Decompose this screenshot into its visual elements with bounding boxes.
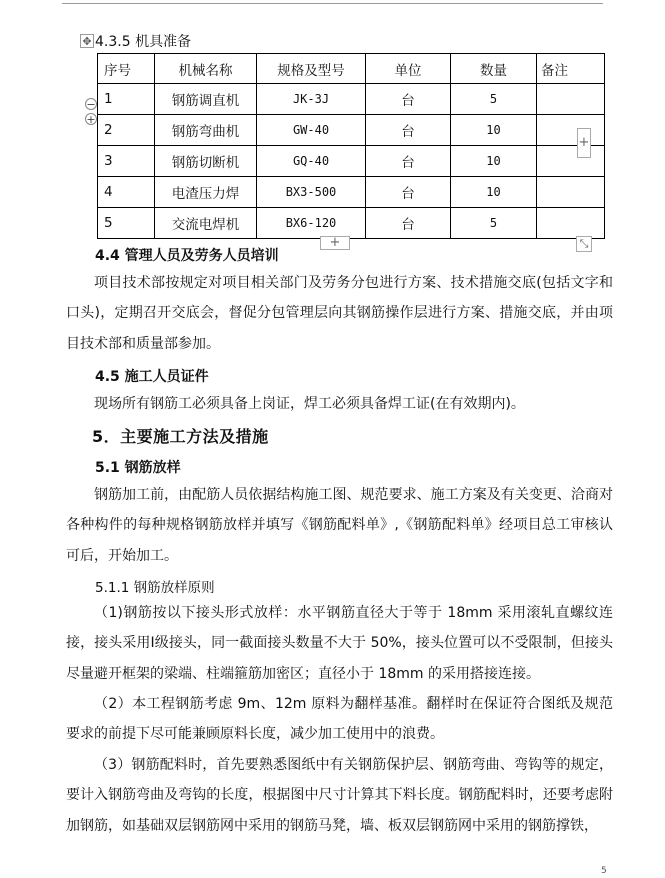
cell-note[interactable] (537, 208, 605, 239)
cell-spec[interactable]: BX3-500 (257, 177, 366, 208)
table-row (98, 84, 605, 115)
table-row (98, 208, 605, 239)
cell-name[interactable]: 钢筋切断机 (155, 146, 257, 177)
cell-no[interactable]: 2 (98, 115, 155, 146)
section-4-4-heading: 4.4 管理人员及劳务人员培训 (95, 248, 279, 264)
cell-note[interactable] (537, 177, 605, 208)
cell-qty[interactable]: 10 (451, 177, 537, 208)
item-3-paragraph: （3）钢筋配料时，首先要熟悉图纸中有关钢筋保护层、钢筋弯曲、弯钩等的规定，要计入钢筋弯曲及弯钩的长度，根据图中尺寸计算其下料长度。钢筋配料时，还要考虑附加钢筋，如基础双层钢筋网中采用的钢筋马凳，墙、板双层钢筋网中采用的钢筋撑铁， (66, 757, 613, 834)
cell-unit[interactable]: 台 (366, 115, 451, 146)
equipment-table (97, 53, 605, 239)
cell-name[interactable]: 电渣压力焊 (155, 177, 257, 208)
cell-qty[interactable]: 10 (451, 146, 537, 177)
table-row (98, 177, 605, 208)
table-resize-icon[interactable]: ⤡ (576, 236, 592, 252)
table-row (98, 146, 605, 177)
col-header-note: 备注 (537, 54, 605, 84)
col-header-name: 机械名称 (155, 54, 257, 84)
cell-name[interactable]: 钢筋弯曲机 (155, 115, 257, 146)
item-2-paragraph: （2）本工程钢筋考虑 9m、12m 原料为翻样基准。翻样时在保证符合图纸及规范要求的前提下尽可能兼顾原料长度，减少加工使用中的浪费。 (66, 696, 613, 743)
table-row (98, 115, 605, 146)
cell-qty[interactable]: 5 (451, 84, 537, 115)
cell-qty[interactable]: 5 (451, 208, 537, 239)
add-column-icon[interactable]: + (577, 128, 591, 158)
cell-name[interactable]: 钢筋调直机 (155, 84, 257, 115)
cell-spec[interactable]: GQ-40 (257, 146, 366, 177)
section-4-5-paragraph: 现场所有钢筋工必须具备上岗证，焊工必须具备焊工证(在有效期内)。 (94, 396, 525, 412)
table-header-row (98, 54, 605, 84)
item-1-paragraph: （1)钢筋按以下接头形式放样：水平钢筋直径大于等于 18mm 采用滚轧直螺纹连接，接头采用Ⅰ级接头，同一截面接头数量不大于 50%，接头位置可以不受限制，但接头尽量避开框架的梁端、柱端箍筋加密区；直径小于 18mm 的采用搭接连接。 (66, 605, 613, 682)
add-row-icon[interactable]: + (320, 236, 350, 250)
section-5-1-paragraph: 钢筋加工前，由配筋人员依据结构施工图、规范要求、施工方案及有关变更、洽商对各种构件的每种规格钢筋放样并填写《钢筋配料单》,《钢筋配料单》经项目总工审核认可后，开始加工。 (66, 487, 613, 564)
section-5-1-1-heading: 5.1.1 钢筋放样原则 (95, 580, 215, 596)
cell-unit[interactable]: 台 (366, 177, 451, 208)
col-header-unit: 单位 (366, 54, 451, 84)
cell-unit[interactable]: 台 (366, 208, 451, 239)
delete-row-icon[interactable]: − (86, 98, 96, 111)
cell-spec[interactable]: BX6-120 (257, 208, 366, 239)
cell-note[interactable] (537, 115, 605, 146)
section-5-heading: 5．主要施工方法及措施 (92, 427, 269, 446)
section-5-1-heading: 5.1 钢筋放样 (95, 460, 181, 476)
section-4-4-paragraph: 项目技术部按规定对项目相关部门及劳务分包进行方案、技术措施交底(包括文字和口头)，定期召开交底会，督促分包管理层向其钢筋操作层进行方案、措施交底，并由项目技术部和质量部参加。 (66, 275, 613, 352)
cell-no[interactable]: 4 (98, 177, 155, 208)
cell-spec[interactable]: GW-40 (257, 115, 366, 146)
cell-spec[interactable]: JK-3J (257, 84, 366, 115)
cell-no[interactable]: 3 (98, 146, 155, 177)
page-header-rule (62, 0, 603, 4)
section-4-3-5-title: 4.3.5 机具准备 (95, 34, 192, 50)
cell-no[interactable]: 1 (98, 84, 155, 115)
cell-unit[interactable]: 台 (366, 84, 451, 115)
page-number: 5 (601, 866, 607, 876)
cell-note[interactable] (537, 146, 605, 177)
table-move-icon[interactable]: ✥ (80, 34, 94, 48)
cell-unit[interactable]: 台 (366, 146, 451, 177)
section-4-5-heading: 4.5 施工人员证件 (95, 369, 209, 385)
cell-name[interactable]: 交流电焊机 (155, 208, 257, 239)
col-header-no: 序号 (98, 54, 155, 84)
cell-note[interactable] (537, 84, 605, 115)
col-header-qty: 数量 (451, 54, 537, 84)
cell-qty[interactable]: 10 (451, 115, 537, 146)
cell-no[interactable]: 5 (98, 208, 155, 239)
col-header-spec: 规格及型号 (257, 54, 366, 84)
insert-row-icon[interactable]: + (86, 113, 96, 126)
